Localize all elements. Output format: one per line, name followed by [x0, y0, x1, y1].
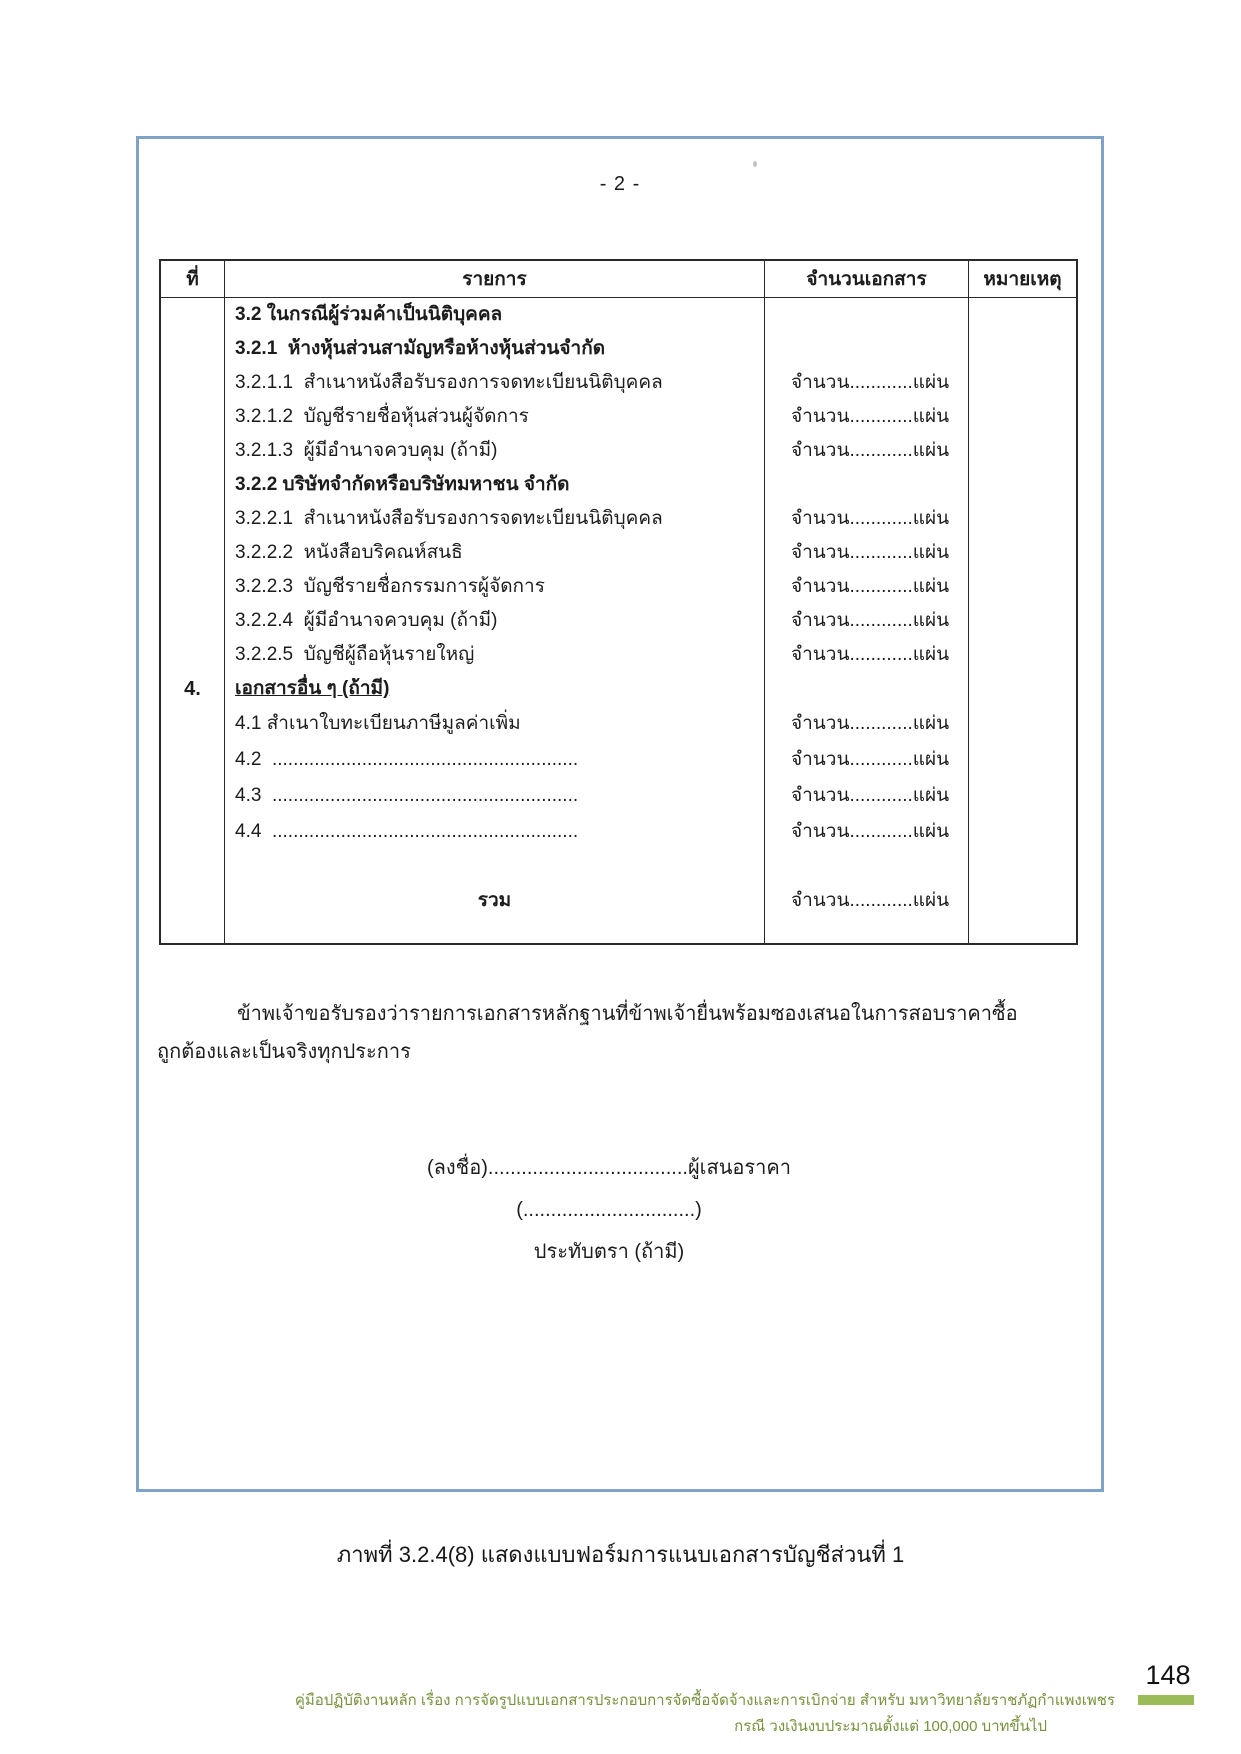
- table-header-row: [161, 261, 1076, 298]
- quantity-cell: [765, 332, 969, 366]
- item-cell: 3.2 ในกรณีผู้ร่วมค้าเป็นนิติบุคคล: [225, 298, 765, 332]
- item-cell: 3.2.1 ห้างหุ้นส่วนสามัญหรือห้างหุ้นส่วนจำกัด: [225, 332, 765, 366]
- certification-line-2: ถูกต้องและเป็นจริงทุกประการ: [157, 1041, 411, 1063]
- row-number-cell: [161, 604, 225, 638]
- row-number-cell: [161, 706, 225, 742]
- table-row: [161, 638, 1076, 672]
- item-cell: 3.2.2.2 หนังสือบริคณห์สนธิ: [225, 536, 765, 570]
- stamp-line: ประทับตรา (ถ้ามี): [533, 1241, 685, 1263]
- quantity-cell: จำนวน............แผ่น: [765, 570, 969, 604]
- row-number-cell: [161, 366, 225, 400]
- table-row: [161, 468, 1076, 502]
- page-number-bar: [1138, 1695, 1194, 1705]
- table-row: [161, 332, 1076, 366]
- item-cell: 3.2.2.5 บัญชีผู้ถือหุ้นรายใหญ่: [225, 638, 765, 672]
- certification-paragraph: [157, 995, 1062, 1071]
- column-header-no: ที่: [161, 261, 225, 298]
- column-header-quantity: จำนวนเอกสาร: [765, 261, 969, 298]
- item-cell: 3.2.2.3 บัญชีรายชื่อกรรมการผู้จัดการ: [225, 570, 765, 604]
- item-cell: 4.2 ..........................................................: [225, 742, 765, 778]
- quantity-cell: จำนวน............แผ่น: [765, 502, 969, 536]
- signature-line: (ลงชื่อ)....................................ผู้เสนอราคา: [427, 1157, 791, 1179]
- remark-cell: [969, 298, 1076, 332]
- table-row: [161, 570, 1076, 604]
- remark-cell: [969, 604, 1076, 638]
- row-number-cell: [161, 434, 225, 468]
- remark-cell: [969, 536, 1076, 570]
- scanned-form-frame: [136, 136, 1104, 1492]
- remark-cell: [969, 570, 1076, 604]
- remark-cell: [969, 778, 1076, 814]
- remark-cell: [969, 742, 1076, 778]
- table-total-row: [161, 883, 1076, 919]
- row-number-cell: [161, 778, 225, 814]
- row-number-cell: 4.: [161, 672, 225, 706]
- quantity-cell: จำนวน............แผ่น: [765, 604, 969, 638]
- row-number-cell: [161, 298, 225, 332]
- row-number-cell: [161, 502, 225, 536]
- item-cell: เอกสารอื่น ๆ (ถ้ามี): [225, 672, 765, 706]
- item-cell: 3.2.2 บริษัทจำกัดหรือบริษัทมหาชน จำกัด: [225, 468, 765, 502]
- remark-cell: [969, 502, 1076, 536]
- quantity-cell: จำนวน............แผ่น: [765, 814, 969, 850]
- table-filler-row: [161, 919, 1076, 943]
- quantity-cell: จำนวน............แผ่น: [765, 883, 969, 919]
- quantity-cell: จำนวน............แผ่น: [765, 400, 969, 434]
- row-number-cell: [161, 814, 225, 850]
- column-header-item: รายการ: [225, 261, 765, 298]
- quantity-cell: จำนวน............แผ่น: [765, 434, 969, 468]
- item-cell: 4.1 สำเนาใบทะเบียนภาษีมูลค่าเพิ่ม: [225, 706, 765, 742]
- row-number-cell: [161, 536, 225, 570]
- footer-line-2: กรณี วงเงินงบประมาณตั้งแต่ 100,000 บาทขึ้นไป: [734, 1718, 1047, 1735]
- remark-cell: [969, 468, 1076, 502]
- row-number-cell: [161, 742, 225, 778]
- table-row: [161, 706, 1076, 742]
- table-row: [161, 502, 1076, 536]
- item-cell: 3.2.1.3 ผู้มีอำนาจควบคุม (ถ้ามี): [225, 434, 765, 468]
- row-number-cell: [161, 400, 225, 434]
- item-cell: 3.2.2.1 สำเนาหนังสือรับรองการจดทะเบียนนิติบุคคล: [225, 502, 765, 536]
- figure-caption: ภาพที่ 3.2.4(8) แสดงแบบฟอร์มการแนบเอกสารบัญชีส่วนที่ 1: [336, 1542, 905, 1567]
- quantity-cell: จำนวน............แผ่น: [765, 778, 969, 814]
- footer-line-1: คู่มือปฏิบัติงานหลัก เรื่อง การจัดรูปแบบเอกสารประกอบการจัดซื้อจัดจ้างและการเบิกจ่าย สำหรับ มหาวิทยาลัยราชภัฏกำแพงเพชร: [294, 1692, 1115, 1709]
- row-number-cell: [161, 468, 225, 502]
- row-number-cell: [161, 332, 225, 366]
- remark-cell: [969, 672, 1076, 706]
- quantity-cell: [765, 672, 969, 706]
- item-cell: 3.2.1.2 บัญชีรายชื่อหุ้นส่วนผู้จัดการ: [225, 400, 765, 434]
- remark-cell: [969, 883, 1076, 919]
- table-row: [161, 778, 1076, 814]
- table-row: [161, 366, 1076, 400]
- signature-block: [139, 1147, 1079, 1273]
- quantity-cell: [765, 298, 969, 332]
- signer-name-line: (...............................): [516, 1199, 702, 1221]
- quantity-cell: จำนวน............แผ่น: [765, 366, 969, 400]
- certification-line-1: ข้าพเจ้าขอรับรองว่ารายการเอกสารหลักฐานที่ข้าพเจ้ายื่นพร้อมซองเสนอในการสอบราคาซื้อ: [237, 1003, 1018, 1025]
- table-row: [161, 400, 1076, 434]
- quantity-cell: [765, 468, 969, 502]
- scan-artifact-dot: [753, 161, 757, 167]
- remark-cell: [969, 332, 1076, 366]
- running-page-number: - 2 -: [599, 173, 641, 195]
- quantity-cell: จำนวน............แผ่น: [765, 638, 969, 672]
- remark-cell: [969, 638, 1076, 672]
- remark-cell: [969, 706, 1076, 742]
- table-row: [161, 298, 1076, 332]
- remark-cell: [969, 400, 1076, 434]
- item-cell: 4.3 ..........................................................: [225, 778, 765, 814]
- table-row: [161, 536, 1076, 570]
- table-row: [161, 604, 1076, 638]
- table-row: [161, 742, 1076, 778]
- item-cell: 4.4 ..........................................................: [225, 814, 765, 850]
- total-label: รวม: [225, 883, 765, 919]
- documents-table: [159, 259, 1078, 945]
- item-cell: 3.2.1.1 สำเนาหนังสือรับรองการจดทะเบียนนิติบุคคล: [225, 366, 765, 400]
- remark-cell: [969, 814, 1076, 850]
- row-number-cell: [161, 883, 225, 919]
- page-number: 148: [1145, 1660, 1191, 1690]
- table-row: [161, 814, 1076, 850]
- remark-cell: [969, 366, 1076, 400]
- quantity-cell: จำนวน............แผ่น: [765, 536, 969, 570]
- column-header-remark: หมายเหตุ: [969, 261, 1076, 298]
- table-row: [161, 672, 1076, 706]
- row-number-cell: [161, 638, 225, 672]
- table-row: [161, 434, 1076, 468]
- remark-cell: [969, 434, 1076, 468]
- table-spacer-row: [161, 850, 1076, 883]
- row-number-cell: [161, 570, 225, 604]
- quantity-cell: จำนวน............แผ่น: [765, 706, 969, 742]
- item-cell: 3.2.2.4 ผู้มีอำนาจควบคุม (ถ้ามี): [225, 604, 765, 638]
- quantity-cell: จำนวน............แผ่น: [765, 742, 969, 778]
